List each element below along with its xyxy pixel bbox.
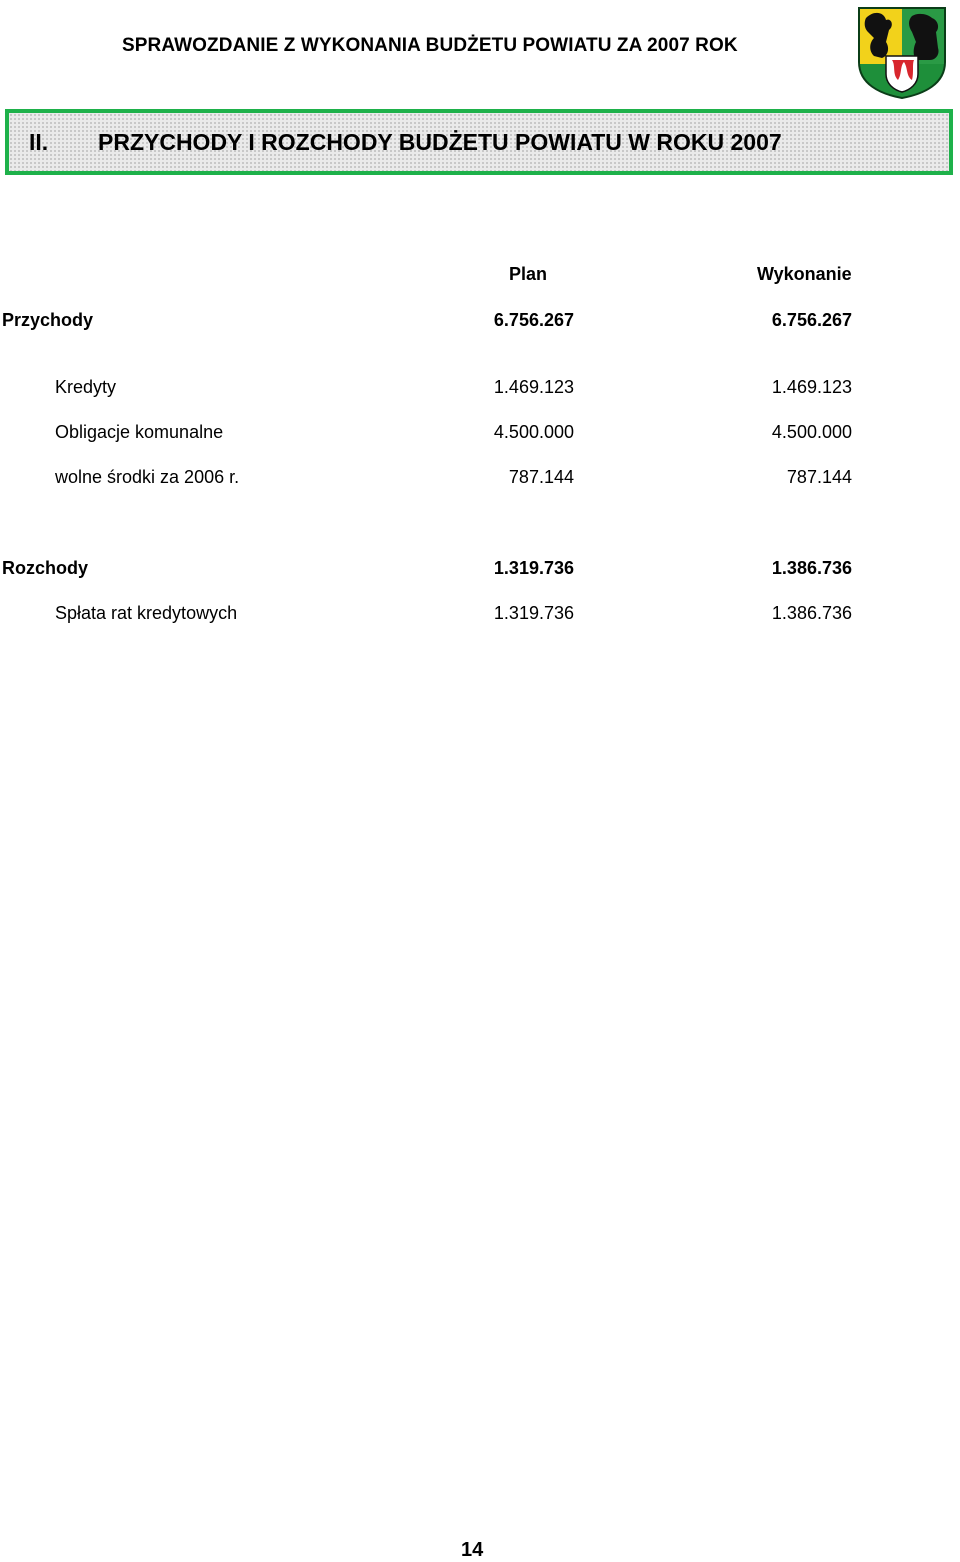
row-plan-value: 1.319.736 xyxy=(493,558,574,578)
row-label: Spłata rat kredytowych xyxy=(55,603,238,623)
running-header: SPRAWOZDANIE Z WYKONANIA BUDŻETU POWIATU ZA 2007 ROK xyxy=(122,35,738,56)
row-execution-value: 1.469.123 xyxy=(771,377,852,397)
table-row-loan-repayment xyxy=(0,603,960,627)
row-label: Przychody xyxy=(2,310,94,330)
section-number: II. xyxy=(29,129,49,155)
table-row-municipal-bonds xyxy=(0,422,960,446)
page-number: 14 xyxy=(461,1539,484,1561)
table-row-expenditures xyxy=(0,558,960,582)
row-label: Kredyty xyxy=(55,377,117,397)
row-label: wolne środki za 2006 r. xyxy=(55,467,240,487)
row-execution-value: 1.386.736 xyxy=(771,558,852,578)
section-heading-box xyxy=(5,109,953,175)
row-execution-value: 1.386.736 xyxy=(771,603,852,623)
row-execution-value: 6.756.267 xyxy=(771,310,852,330)
row-label: Rozchody xyxy=(2,558,89,578)
row-execution-value: 4.500.000 xyxy=(771,422,852,442)
row-plan-value: 4.500.000 xyxy=(493,422,574,442)
row-plan-value: 1.469.123 xyxy=(493,377,574,397)
table-row-free-funds xyxy=(0,467,960,491)
section-title: PRZYCHODY I ROZCHODY BUDŻETU POWIATU W ROKU 2007 xyxy=(98,129,782,155)
table-row-credits xyxy=(0,377,960,401)
row-plan-value: 6.756.267 xyxy=(493,310,574,330)
row-execution-value: 787.144 xyxy=(786,467,852,487)
table-row-revenue xyxy=(0,310,960,334)
column-header-plan: Plan xyxy=(509,264,548,284)
row-label: Obligacje komunalne xyxy=(55,422,224,442)
row-plan-value: 787.144 xyxy=(508,467,574,487)
coat-of-arms-icon xyxy=(856,4,948,100)
row-plan-value: 1.319.736 xyxy=(493,603,574,623)
column-header-execution: Wykonanie xyxy=(757,264,852,284)
